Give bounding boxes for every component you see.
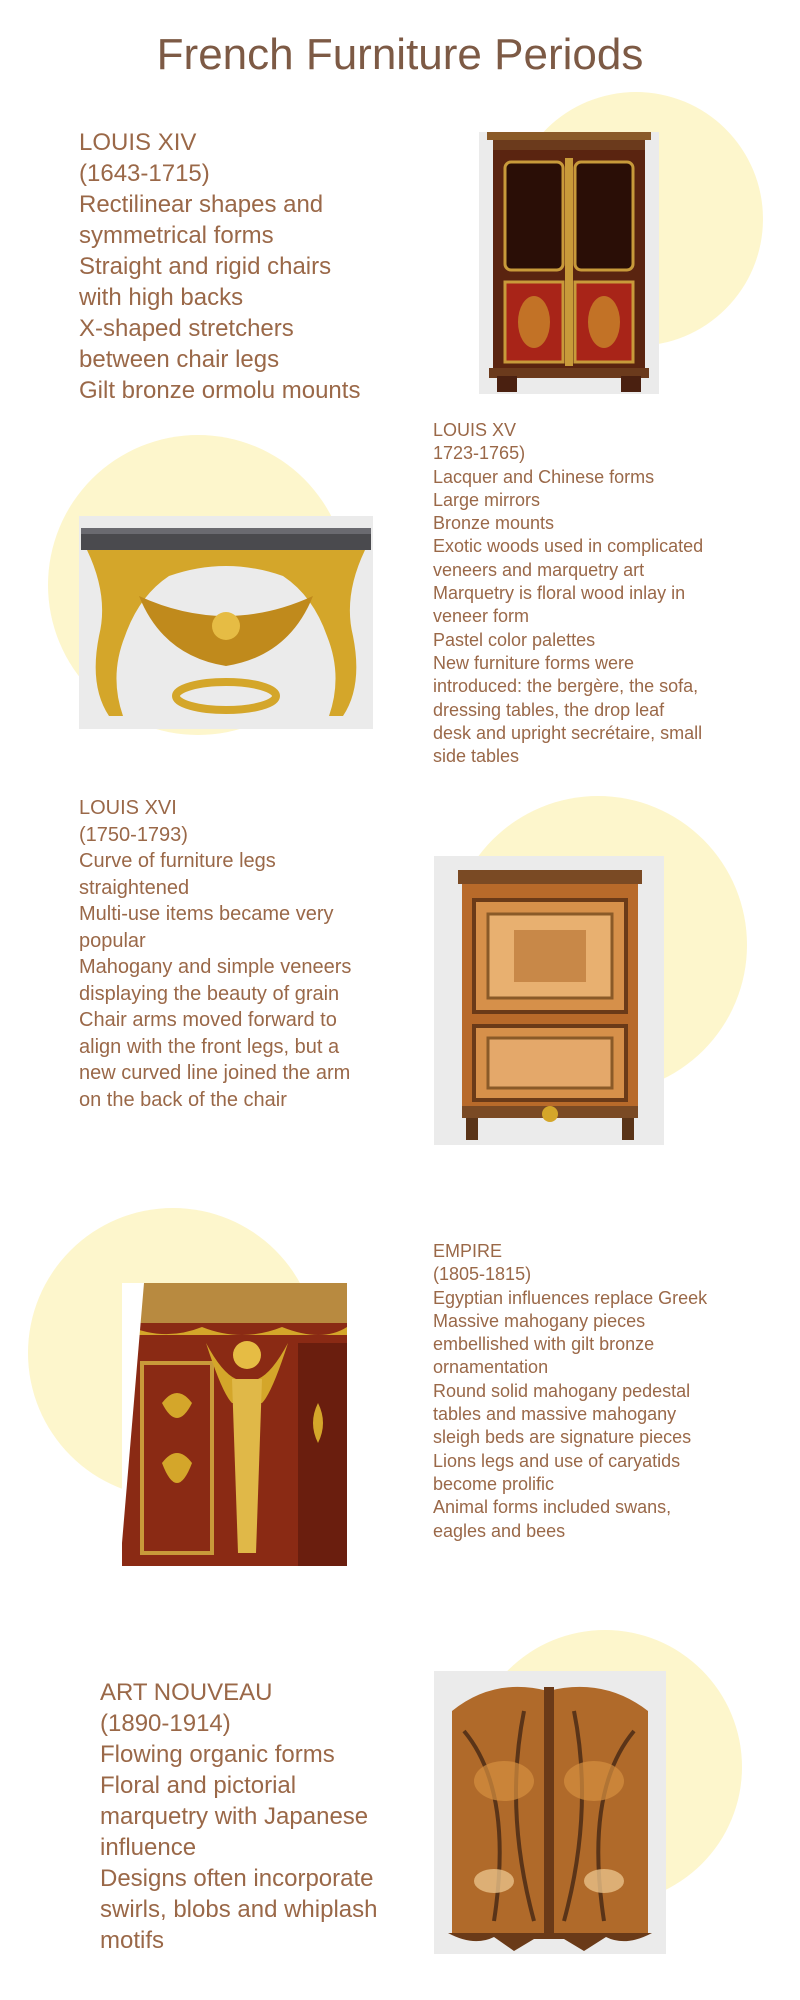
marquetry-secretaire-image [434,856,664,1145]
section-louis-xvi [79,795,409,1113]
section-dates: (1890-1914) [100,1710,231,1737]
section-louis-xiv [79,127,419,406]
section-line: become prolific [433,1473,555,1494]
section-louis-xv [433,419,763,768]
section-dates: 1723-1765) [433,443,526,464]
art-nouveau-screen-image [434,1671,666,1954]
section-dates: (1805-1815) [433,1264,532,1285]
section-heading: LOUIS XV [433,420,517,440]
section-line: Pastel color palettes [433,629,596,650]
section-line: ornamentation [433,1357,549,1378]
section-line: New furniture forms were [433,652,635,673]
section-line: side tables [433,746,520,767]
section-heading: LOUIS XVI [79,797,177,819]
section-line: marquetry with Japanese [100,1803,369,1830]
section-heading: LOUIS XIV [79,129,197,156]
section-line: motifs [100,1927,165,1954]
section-line: on the back of the chair [79,1088,287,1111]
section-line: Bronze mounts [433,513,555,534]
section-line: Large mirrors [433,489,541,510]
section-art-nouveau [100,1677,420,1956]
section-line: Curve of furniture legs [79,850,276,872]
caryatid-mount-image [122,1283,347,1566]
section-line: introduced: the bergère, the sofa, [433,676,699,697]
section-line: with high backs [79,284,244,311]
section-dates: (1643-1715) [79,160,210,187]
section-line: Animal forms included swans, [433,1497,672,1518]
section-line: swirls, blobs and whiplash [100,1896,378,1923]
section-line: Marquetry is floral wood inlay in [433,583,686,604]
gilt-console-table-image [79,516,373,729]
section-line: Mahogany and simple veneers [79,956,352,978]
section-line: sleigh beds are signature pieces [433,1427,692,1448]
section-line: X-shaped stretchers [79,315,294,342]
section-line: tables and massive mahogany [433,1404,677,1425]
section-heading: ART NOUVEAU [100,1679,273,1706]
section-line: Chair arms moved forward to [79,1009,337,1031]
section-line: Lacquer and Chinese forms [433,466,655,487]
section-line: Rectilinear shapes and [79,191,324,218]
section-line: veneers and marquetry art [433,559,645,580]
boulle-cabinet-image [479,132,659,394]
section-line: Multi-use items became very [79,903,334,925]
section-heading: EMPIRE [433,1241,503,1261]
section-line: between chair legs [79,346,280,373]
section-line: desk and upright secrétaire, small [433,722,703,743]
section-line: popular [79,929,146,952]
section-line: Designs often incorporate [100,1865,374,1892]
section-line: Straight and rigid chairs [79,253,332,280]
section-empire [433,1240,773,1543]
section-line: eagles and bees [433,1520,566,1541]
section-line: Lions legs and use of caryatids [433,1450,681,1471]
section-line: new curved line joined the arm [79,1062,351,1084]
section-line: influence [100,1834,197,1861]
section-line: Round solid mahogany pedestal [433,1380,691,1401]
section-line: Egyptian influences replace Greek [433,1287,708,1308]
section-line: displaying the beauty of grain [79,982,340,1005]
section-line: Flowing organic forms [100,1741,335,1768]
section-line: Floral and pictorial [100,1772,297,1799]
section-line: Exotic woods used in complicated [433,536,704,557]
section-line: embellished with gilt bronze [433,1334,655,1355]
section-line: Gilt bronze ormolu mounts [79,377,361,404]
section-line: Massive mahogany pieces [433,1310,646,1331]
section-line: align with the front legs, but a [79,1035,340,1058]
section-line: dressing tables, the drop leaf [433,699,665,720]
section-line: symmetrical forms [79,222,274,249]
page-title: French Furniture Periods [156,30,644,79]
section-line: veneer form [433,606,530,627]
section-line: straightened [79,876,190,899]
section-dates: (1750-1793) [79,823,188,846]
